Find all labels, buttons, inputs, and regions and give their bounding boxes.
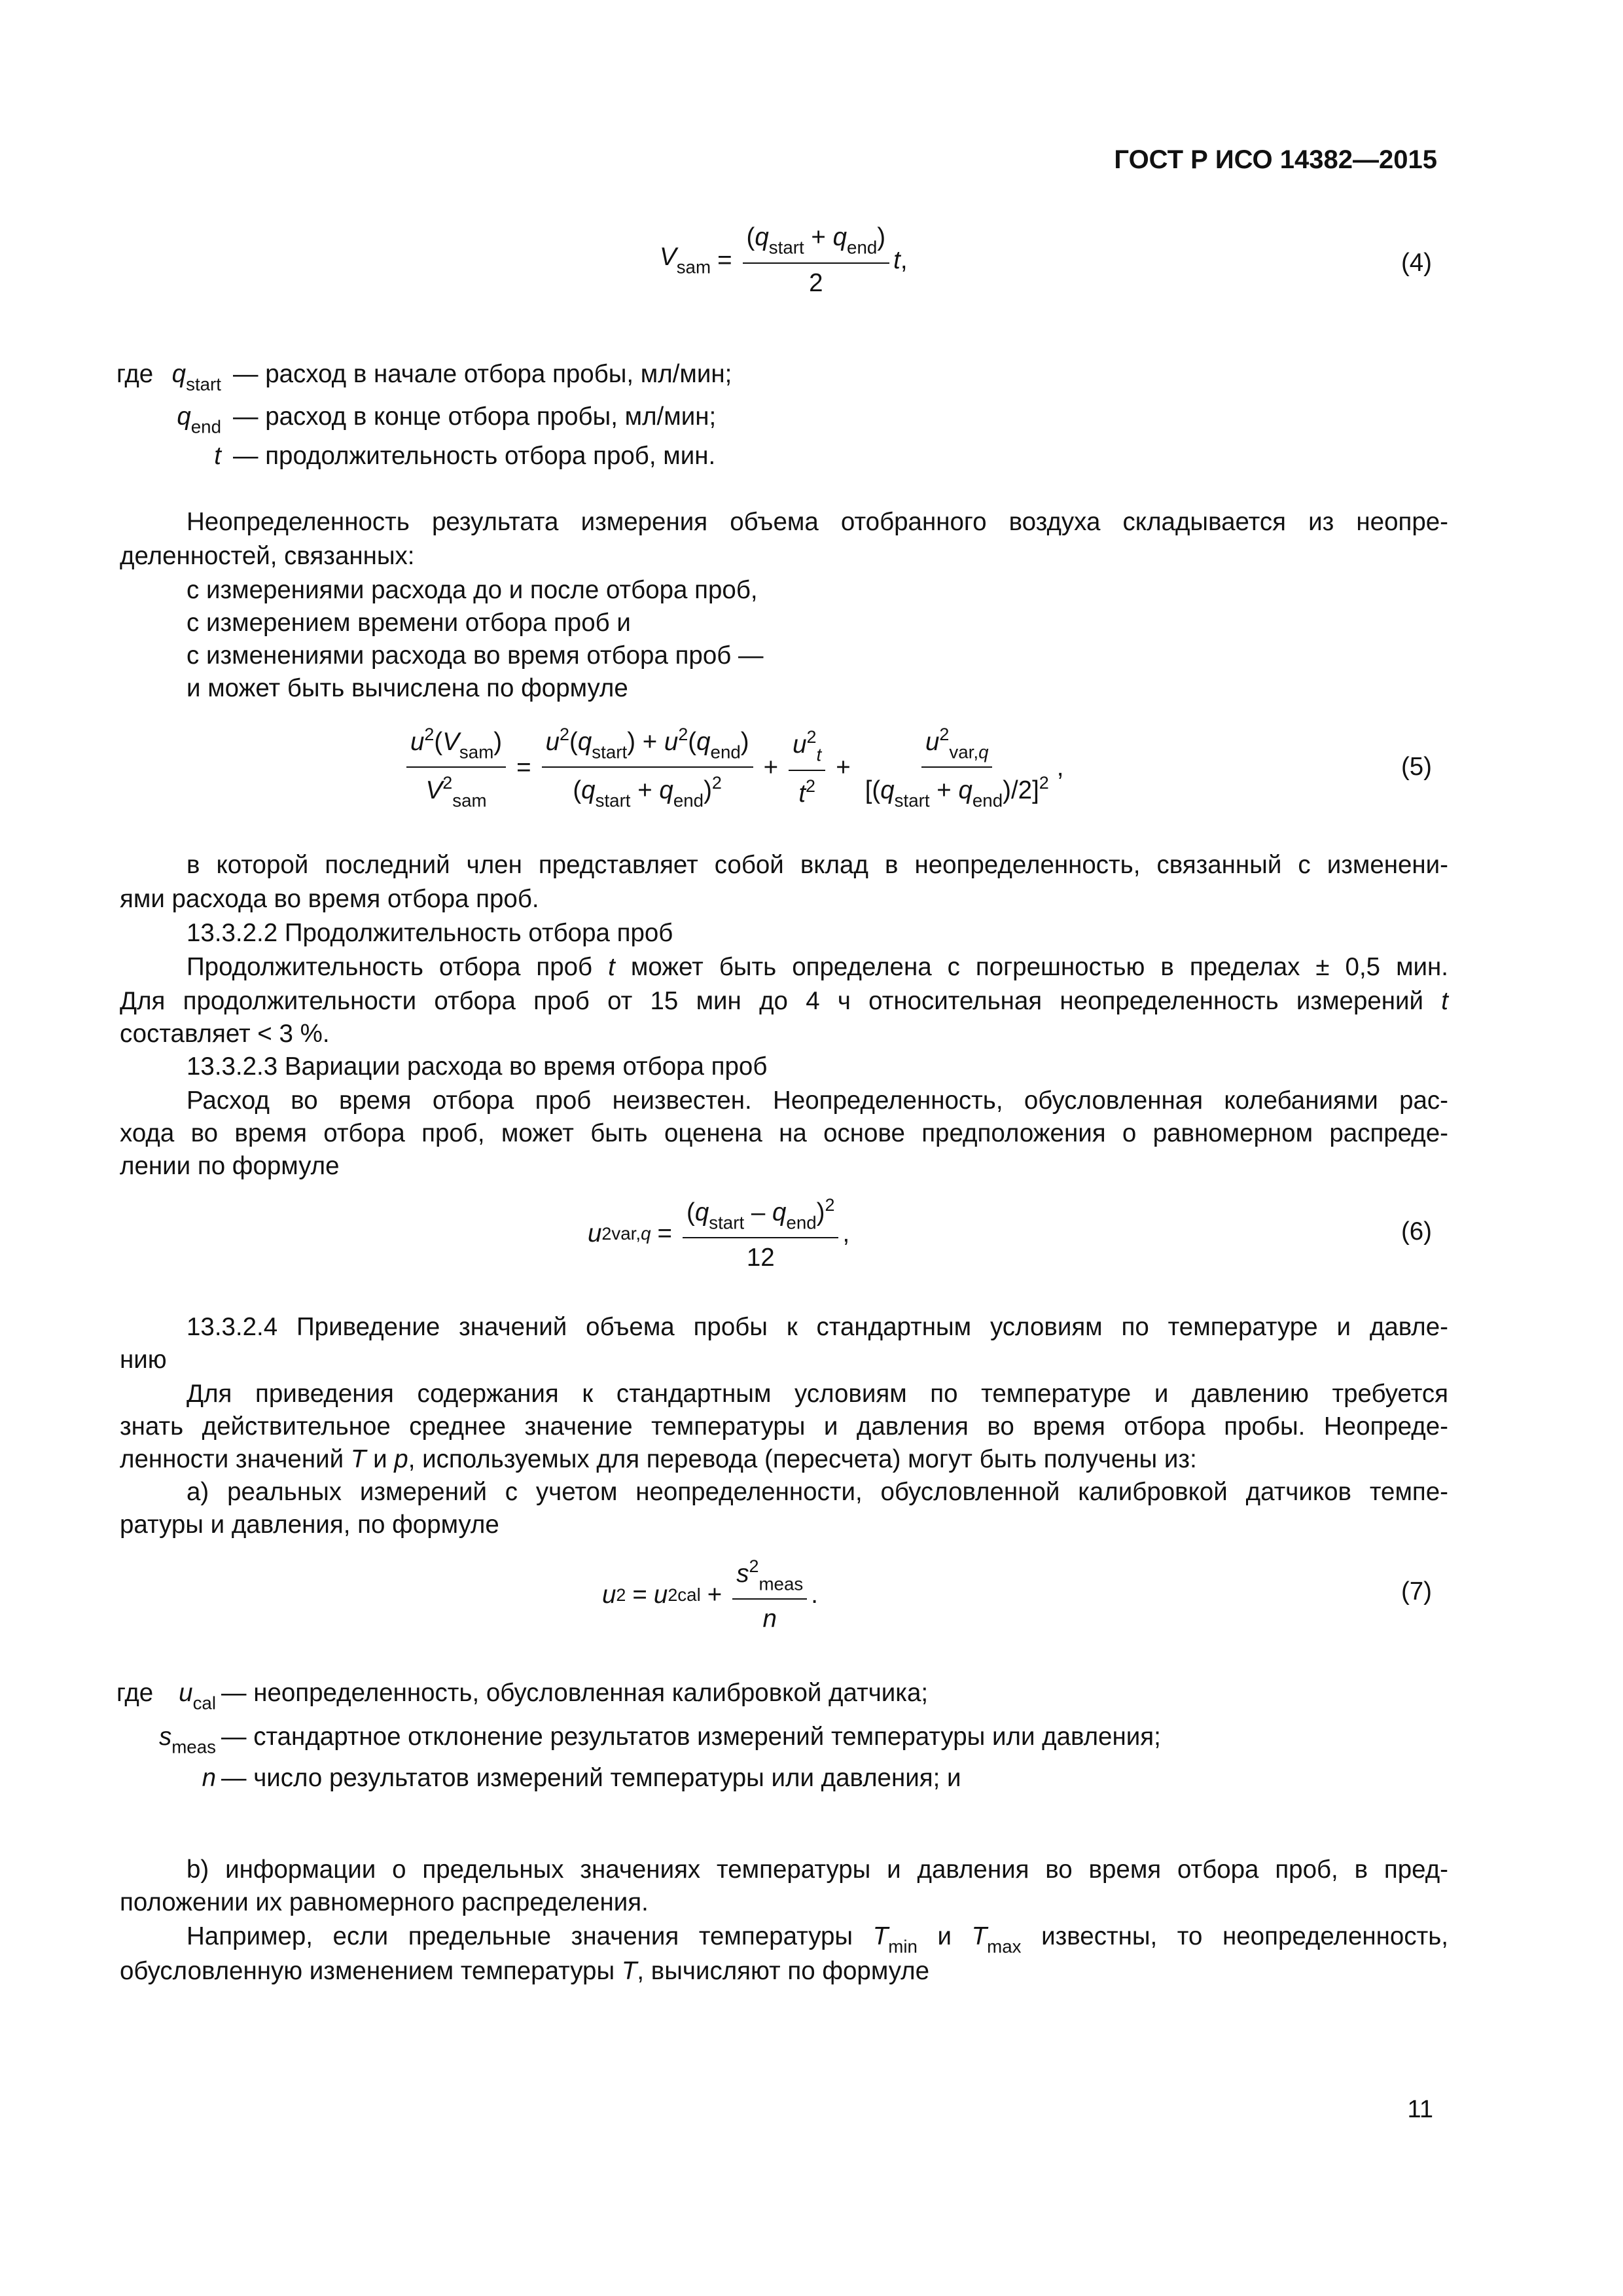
paragraph-line: обусловленную изменением температуры T, вычисляют по формуле [120,1957,930,1985]
symbol-u-cal: $u_{cal}$ [179,1679,216,1713]
text-run: и [373,1445,387,1473]
text-run: и [937,1922,952,1950]
where-label: где [116,1679,154,1707]
paragraph-line: положении их равномерного распределения. [120,1888,649,1916]
definition-t: — продолжительность отбора проб, мин. [233,442,716,470]
symbol-s-meas: $s_{meas}$ [158,1723,216,1757]
page-number: 11 [1407,2096,1433,2123]
paragraph-line: b) информации о предельных значениях температуры и давления во время отбора проб, в пред- [187,1856,1448,1884]
formula-7: u 2 = u 2 cal + $\frac{s^2_{meas}}{n}$ . [602,1556,818,1634]
paragraph-line: лении по формуле [120,1152,340,1180]
paragraph-line: с измерениями расхода до и после отбора проб, [187,576,758,604]
formula-6-denominator: 12 [746,1244,775,1272]
section-heading-13-3-2-4: 13.3.2.4 Приведение значений объема пробы к стандартным условиям по температуре и давле- [187,1313,1448,1341]
formula-6: u 2 var,q = $\frac{(q_{start} - q_{end})^2}{12}$ , [588,1194,850,1272]
section-heading-13-3-2-2: 13.3.2.2 Продолжительность отбора проб [187,919,673,947]
definition-s-meas: — стандартное отклонение результатов измерений температуры или давления; [221,1723,1161,1751]
text-run: может быть определена с погрешностью в пределах ± 0,5 мин. [630,953,1449,981]
text-run: , используемых для перевода (пересчета) могут быть получены из: [408,1445,1197,1473]
definition-q-end: — расход в конце отбора пробы, мл/мин; [233,403,717,431]
formula-4: $V_{sam}$ = $\frac{(q_{start} + q_{end})}{2}$ t , [660,223,908,297]
paragraph-line: ями расхода во время отбора проб. [120,885,539,913]
section-heading-13-3-2-3: 13.3.2.3 Вариации расхода во время отбора проб [187,1052,768,1081]
paragraph-line: Для продолжительности отбора проб от 15 мин до 4 ч относительная неопределенность измерений t [120,987,1448,1015]
formula-7-number: (7) [1400,1577,1432,1605]
paragraph-line: в которой последний член представляет собой вклад в неопределенность, связанный с изменени- [187,851,1448,879]
paragraph-line: Продолжительность отбора проб t может быть определена с погрешностью в пределах ± 0,5 мин. [187,953,1449,981]
text-run: , вычисляют по формуле [637,1957,930,1985]
paragraph-line: Неопределенность результата измерения объема отобранного воздуха складывается из неопре- [187,508,1448,536]
formula-4-number: (4) [1400,249,1432,277]
paragraph-line: Расход во время отбора проб неизвестен. Неопределенность, обусловленная колебаниями рас- [187,1086,1448,1115]
formula-5: $\frac{u^2(V_{sam})}{V^2_{sam}}$ = $\frac{u^2(q_{start}) + u^2(q_{end})}{(q_{start} + q_{end})^2}$ + $\frac{u^2_t}{t^2}$ + $\frac{u^2_{var,q}}{[(q_{start} + q_{end})/2]^2}$ , [402,725,1063,810]
paragraph-line: с измерением времени отбора проб и [187,609,631,637]
paragraph-line: Для приведения содержания к стандартным условиям по температуре и давлению требуется [187,1380,1448,1408]
paragraph-line: деленностей, связанных: [120,542,415,570]
paragraph-line: с изменениями расхода во время отбора проб — [187,641,764,670]
document-header: ГОСТ Р ИСО 14382—2015 [1114,145,1437,174]
formula-6-number: (6) [1400,1217,1432,1246]
text-run: обусловленную изменением температуры [120,1957,615,1985]
paragraph-line: a) реальных измерений с учетом неопределенности, обусловленной калибровкой датчиков темпе- [187,1478,1448,1506]
text-run: Например, если предельные значения температуры [187,1922,853,1950]
paragraph-line: Например, если предельные значения температуры $T_{min}$ и $T_{max}$ известны, то неопределенность, [187,1922,1448,1957]
text-run: известны, то неопределенность, [1041,1922,1448,1950]
where-label: где [116,360,154,388]
definition-q-start: — расход в начале отбора пробы, мл/мин; [233,360,732,388]
text-run: ленности значений [120,1445,344,1473]
paragraph-line: ратуры и давления, по формуле [120,1511,499,1539]
paragraph-line: нию [120,1346,167,1374]
formula-5-number: (5) [1400,753,1432,781]
paragraph-line: составляет < 3 %. [120,1020,330,1048]
paragraph-line: ленности значений T и p, используемых для перевода (пересчета) могут быть получены из: [120,1445,1197,1473]
symbol-q-end: $q_{end}$ [177,403,221,437]
symbol-t: t [214,442,221,470]
symbol-n: n [202,1764,216,1792]
paragraph-line: хода во время отбора проб, может быть оценена на основе предположения о равномерном распреде- [120,1119,1448,1147]
paragraph-line: и может быть вычислена по формуле [187,674,628,702]
symbol-q-start: $q_{start}$ [171,360,221,395]
text-run: Для продолжительности отбора проб от 15 мин до 4 ч относительная неопределенность измерений [120,987,1424,1015]
paragraph-line: знать действительное среднее значение температуры и давления во время отбора пробы. Неопреде- [120,1412,1448,1441]
text-run: Продолжительность отбора проб [187,953,593,981]
definition-n: — число результатов измерений температуры или давления; и [221,1764,961,1792]
definition-u-cal: — неопределенность, обусловленная калибровкой датчика; [221,1679,929,1707]
